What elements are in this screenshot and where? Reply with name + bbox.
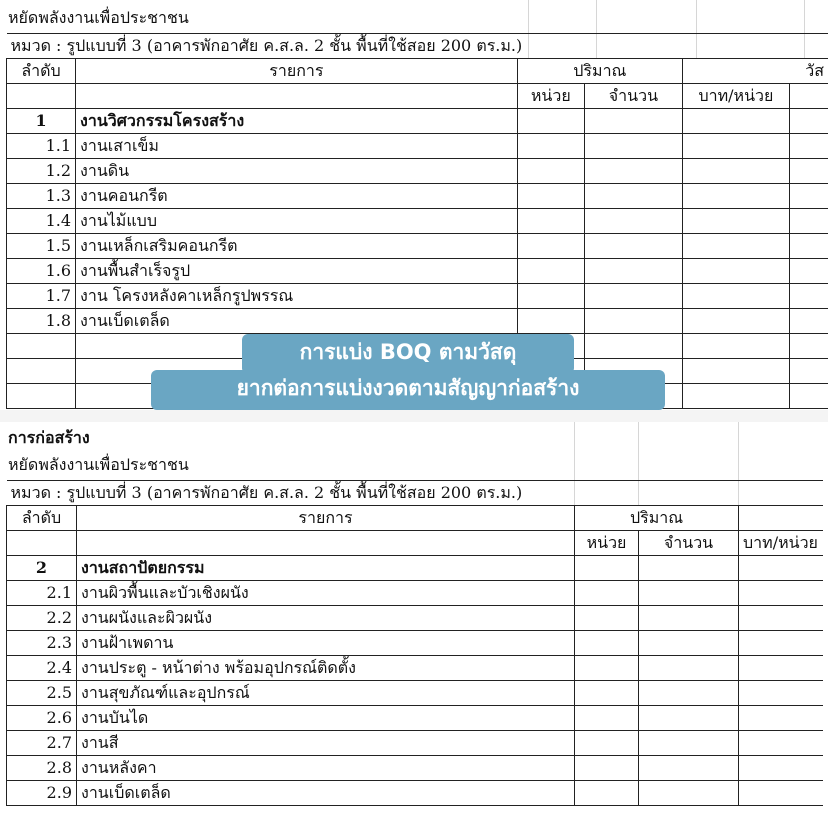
row-number: 2.9 [7,781,77,806]
construction-type: การก่อสร้าง [8,428,90,447]
table-row [7,581,823,606]
header-price-per-unit: บาท/หน่วย [682,84,789,109]
row-number: 1.4 [7,209,76,234]
row-name: งานเสาเข็ม [76,134,518,159]
table-row [7,184,828,209]
header-amount: จำนวน [639,531,739,556]
project-name: หยัดพลังงานเพื่อประชาชน [8,8,189,27]
header-amount: จำนวน [584,84,682,109]
row-name: งานประตู - หน้าต่าง พร้อมอุปกรณ์ติดตั้ง [77,656,575,681]
row-number: 1.1 [7,134,76,159]
category-label: หมวด : [10,36,62,55]
table-row [7,606,823,631]
row-number: 2.2 [7,606,77,631]
row-name: งานหลังคา [77,756,575,781]
header-item: รายการ [76,59,518,84]
project-line [0,6,828,30]
section-number: 2 [7,556,77,581]
category-label: หมวด : [10,483,62,502]
subheader-row [7,531,823,556]
row-name: งานดิน [76,159,518,184]
header-seq: ลำดับ [7,506,77,531]
row-number: 1.8 [7,309,76,334]
header-row [7,59,828,84]
row-number: 1.6 [7,259,76,284]
header-seq: ลำดับ [7,59,76,84]
bottom-boq-sheet [0,422,828,828]
row-number: 2.1 [7,581,77,606]
header-material: วัส [682,59,828,84]
row-name: งานเบ็ดเตล็ด [77,781,575,806]
row-number: 2.6 [7,706,77,731]
project-name: หยัดพลังงานเพื่อประชาชน [8,455,189,474]
table-row [7,706,823,731]
row-name: งานพื้นสำเร็จรูป [76,259,518,284]
header-quantity: ปริมาณ [575,506,739,531]
section-title: งานสถาปัตยกรรม [77,556,575,581]
section-title: งานวิศวกรรมโครงสร้าง [76,109,518,134]
category-row [7,34,828,59]
table-row [7,159,828,184]
row-number: 1.7 [7,284,76,309]
header-quantity: ปริมาณ [517,59,682,84]
row-number: 2.5 [7,681,77,706]
table-row [7,209,828,234]
table-row [7,134,828,159]
row-name: งานผิวพื้นและบัวเชิงผนัง [77,581,575,606]
category-value: รูปแบบที่ 3 (อาคารพักอาศัย ค.ส.ล. 2 ชั้น พื้นที่ใช้สอย 200 ตร.ม.) [66,36,523,55]
row-name: งานฝ้าเพดาน [77,631,575,656]
row-name: งานผนังและผิวผนัง [77,606,575,631]
header-unit: หน่วย [517,84,584,109]
section-row [7,109,828,134]
row-name: งานเหล็กเสริมคอนกรีต [76,234,518,259]
construction-type-line [0,426,828,450]
boq-table-architecture [6,480,823,806]
row-number: 1.5 [7,234,76,259]
row-name: งาน โครงหลังคาเหล็กรูปพรรณ [76,284,518,309]
table-row [7,656,823,681]
section-number: 1 [7,109,76,134]
row-name: งานไม้แบบ [76,209,518,234]
header-unit: หน่วย [575,531,639,556]
table-row [7,631,823,656]
sheet-gap [0,410,828,422]
row-number: 2.7 [7,731,77,756]
table-row [7,259,828,284]
table-row [7,309,828,334]
category-value: รูปแบบที่ 3 (อาคารพักอาศัย ค.ส.ล. 2 ชั้น พื้นที่ใช้สอย 200 ตร.ม.) [66,483,523,502]
project-line [0,453,828,477]
header-price-per-unit: บาท/หน่วย [739,531,823,556]
section-row [7,556,823,581]
overlay-caption-line1: การแบ่ง BOQ ตามวัสดุ [242,334,574,374]
row-number: 1.2 [7,159,76,184]
table-row [7,234,828,259]
row-number: 1.3 [7,184,76,209]
row-number: 2.3 [7,631,77,656]
table-row [7,781,823,806]
row-number: 2.4 [7,656,77,681]
category-row [7,481,823,506]
row-name: งานสี [77,731,575,756]
row-name: งานคอนกรีต [76,184,518,209]
overlay-caption-line2: ยากต่อการแบ่งงวดตามสัญญาก่อสร้าง [151,370,665,410]
row-name: งานบันได [77,706,575,731]
table-row [7,756,823,781]
row-name: งานเบ็ดเตล็ด [76,309,518,334]
subheader-row [7,84,828,109]
table-row [7,731,823,756]
row-number: 2.8 [7,756,77,781]
table-row [7,284,828,309]
row-name: งานสุขภัณฑ์และอุปกรณ์ [77,681,575,706]
header-item: รายการ [77,506,575,531]
table-row [7,681,823,706]
header-row [7,506,823,531]
